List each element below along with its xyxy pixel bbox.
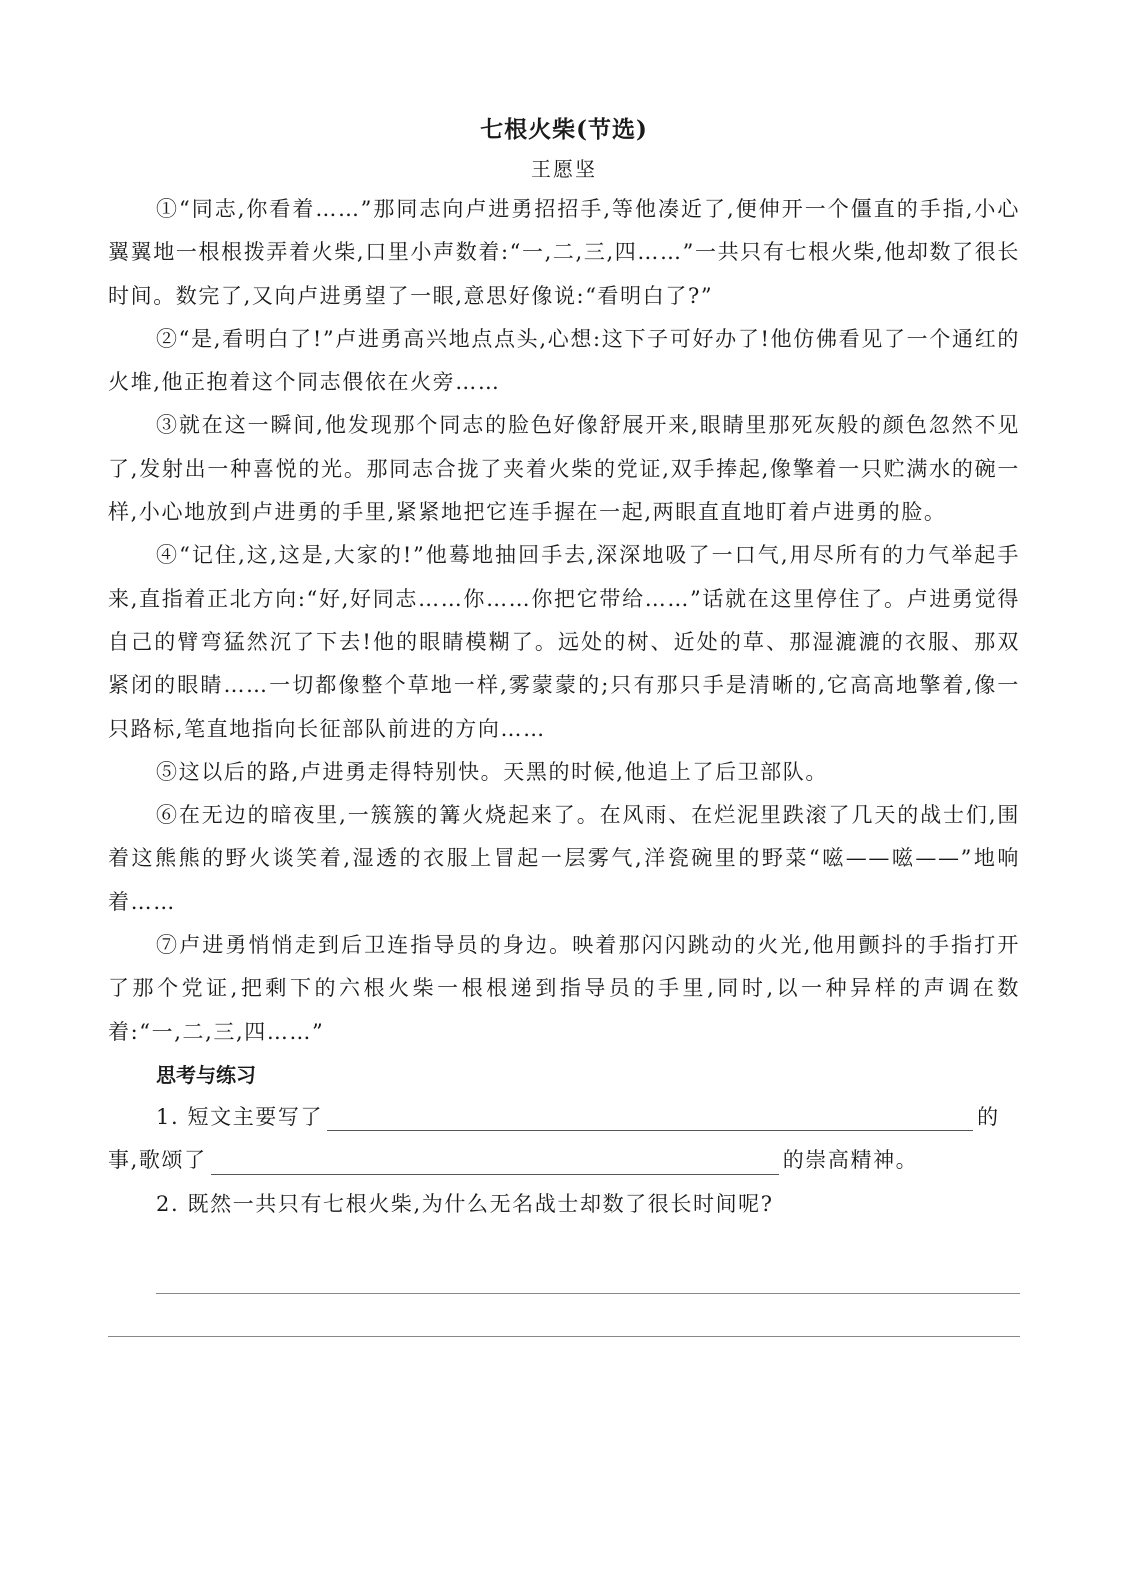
question-1-blank-2[interactable]: [211, 1146, 779, 1175]
question-1-text-b: 的: [977, 1104, 1000, 1129]
question-1-text-d: 的崇高精神。: [782, 1148, 919, 1173]
paragraph-6: ⑥在无边的暗夜里,一簇簇的篝火烧起来了。在风雨、在烂泥里跌滚了几天的战士们,围着这熊熊的野火谈笑着,湿透的衣服上冒起一层雾气,洋瓷碗里的野菜“嗞——嗞——”地响着……: [108, 803, 1020, 914]
paragraph-4: ④“记住,这,这是,大家的!”他蓦地抽回手去,深深地吸了一口气,用尽所有的力气举起手来,直指着正北方向:“好,好同志……你……你把它带给……”话就在这里停住了。卢进勇觉得自己的臂弯猛然沉了下去!他的眼睛模糊了。远处的树、近处的草、那湿漉漉的衣服、那双紧闭的眼睛……一切都像整个草地一样,雾蒙蒙的;只有那只手是清晰的,它高高地擎着,像一只路标,笔直地指向长征部队前进的方向……: [108, 543, 1020, 741]
passage-author: 王愿坚: [531, 157, 597, 181]
question-1-line-1: [108, 1096, 1020, 1139]
paragraph-5: ⑤这以后的路,卢进勇走得特别快。天黑的时候,他追上了后卫部队。: [156, 759, 828, 784]
answer-line-1[interactable]: [156, 1293, 1020, 1294]
paragraph-1: ①“同志,你看着……”那同志向卢进勇招招手,等他凑近了,便伸开一个僵直的手指,小心翼翼地一根根拨弄着火柴,口里小声数着:“一,二,三,四……”一共只有七根火柴,他却数了很长时间。数完了,又向卢进勇望了一眼,意思好像说:“看明白了?”: [108, 197, 1020, 308]
paragraph-7: ⑦卢进勇悄悄走到后卫连指导员的身边。映着那闪闪跳动的火光,他用颤抖的手指打开了那个党证,把剩下的六根火柴一根根递到指导员的手里,同时,以一种异样的声调在数着:“一,二,三,四……”: [108, 933, 1020, 1044]
question-2: [108, 1183, 1020, 1226]
question-1-blank-1[interactable]: [327, 1102, 973, 1131]
worksheet-page: [108, 110, 1020, 1226]
question-1-line-2: [108, 1139, 1020, 1182]
question-1-text-a: 1. 短文主要写了: [156, 1104, 324, 1129]
exercise-heading: 思考与练习: [156, 1062, 256, 1087]
paragraph-3: ③就在这一瞬间,他发现那个同志的脸色好像舒展开来,眼睛里那死灰般的颜色忽然不见了,发射出一种喜悦的光。那同志合拢了夹着火柴的党证,双手捧起,像擎着一只贮满水的碗一样,小心地放到卢进勇的手里,紧紧地把它连手握在一起,两眼直直地盯着卢进勇的脸。: [108, 413, 1020, 525]
passage-body: [108, 188, 1020, 1054]
question-1-text-c: 事,歌颂了: [108, 1148, 207, 1173]
answer-line-2[interactable]: [108, 1336, 1020, 1337]
question-2-text: 2. 既然一共只有七根火柴,为什么无名战士却数了很长时间呢?: [156, 1191, 774, 1216]
passage-title: 七根火柴(节选): [480, 116, 648, 143]
paragraph-2: ②“是,看明白了!”卢进勇高兴地点点头,心想:这下子可好办了!他仿佛看见了一个通红的火堆,他正抱着这个同志偎依在火旁……: [108, 326, 1020, 395]
